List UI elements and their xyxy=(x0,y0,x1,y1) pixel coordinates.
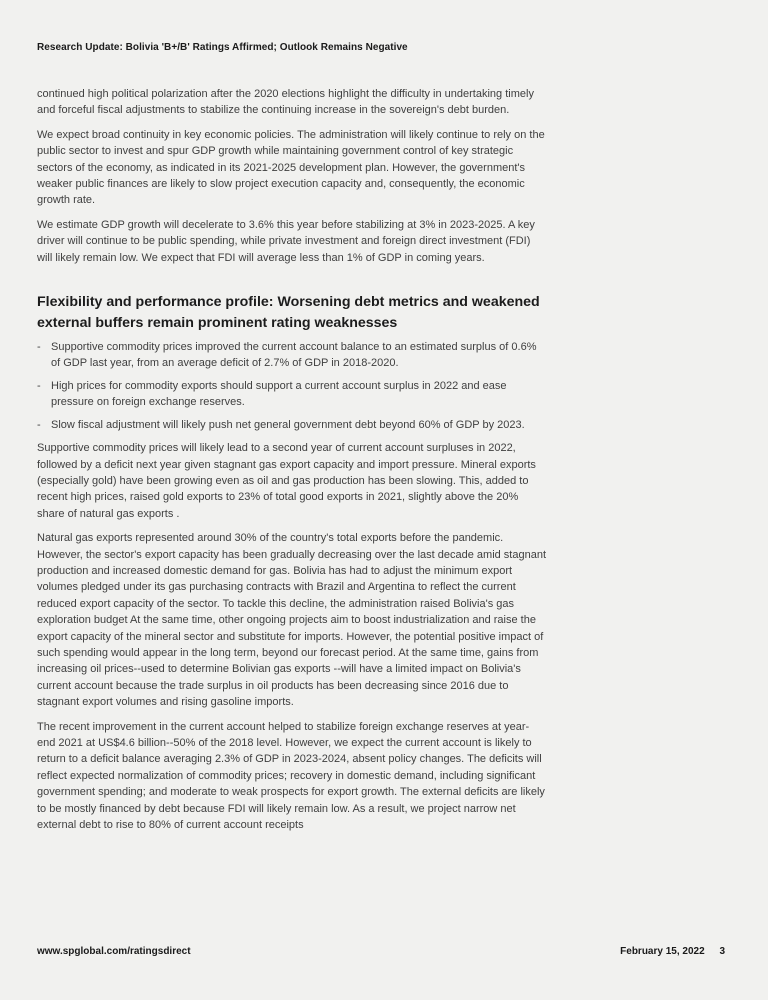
paragraph: We estimate GDP growth will decelerate to 3.6% this year before stabilizing at 3% in 2023-2025. A key driver will continue to be public spending, while private investment and foreign direct investment (FDI) will likely remain low. We expect that FDI will average less than 1% of GDP in coming years. xyxy=(37,218,535,264)
bullet-dash: - xyxy=(37,341,41,354)
bullet-text: Slow fiscal adjustment will likely push net general government debt beyond 60% of GDP by 2023. xyxy=(51,418,525,431)
bullet-dash: - xyxy=(37,418,41,431)
paragraph: We expect broad continuity in key economic policies. The administration will likely continue to rely on the public sector to invest and spur GDP growth while maintaining government control of key strategic sectors of the economy, as indicated in its 2021-2025 development plan. However, the government's weaker public finances are likely to slow project execution capacity and, consequently, the economic growth rate. xyxy=(37,128,545,207)
footer-url-link[interactable]: www.spglobal.com/ratingsdirect xyxy=(37,946,191,957)
paragraph: Natural gas exports represented around 30% of the country's total exports before the pandemic. However, the sector's export capacity has been gradually decreasing over the last decade amid stagnant production and increased domestic demand for gas. Bolivia has had to adjust the minimum export volumes pledged under its gas purchasing contracts with Brazil and Argentina to reflect the current reduced export capacity of the sector. To tackle this decline, the administration raised Bolivia's gas exploration budget At the same time, other ongoing projects aim to boost industrialization and raise the export capacity of the mineral sector and substitute for imports. However, the potential positive impact of such spending would appear in the long term, beyond our forecast period. At the same time, gains from increasing oil prices--used to determine Bolivian gas exports --will have a limited impact on Bolivia's current account because the trade surplus in oil products has been decreasing since 2016 due to stagnant export volumes and rising gasoline imports. xyxy=(37,532,547,709)
paragraph: continued high political polarization after the 2020 elections highlight the difficulty in undertaking timely and forceful fiscal adjustments to stabilize the continuing increase in the sovereign's debt burden. xyxy=(37,88,534,117)
bullet-item xyxy=(37,339,547,372)
footer-right xyxy=(620,946,725,957)
section-heading: Flexibility and performance profile: Worsening debt metrics and weakened external buffers remain prominent rating weaknesses xyxy=(37,294,540,332)
document-body xyxy=(37,86,547,841)
running-header: Research Update: Bolivia 'B+/B' Ratings Affirmed; Outlook Remains Negative xyxy=(37,42,408,53)
footer-date: February 15, 2022 xyxy=(620,946,705,957)
bullet-text: High prices for commodity exports should support a current account surplus in 2022 and ease pressure on foreign exchange reserves. xyxy=(51,379,507,409)
bullet-list xyxy=(37,339,547,433)
page-number: 3 xyxy=(719,946,725,957)
bullet-dash: - xyxy=(37,379,41,392)
bullet-item xyxy=(37,378,547,411)
bullet-text: Supportive commodity prices improved the current account balance to an estimated surplus of 0.6% of GDP last year, from an average deficit of 2.7% of GDP in 2018-2020. xyxy=(51,341,537,370)
paragraph: Supportive commodity prices will likely lead to a second year of current account surpluses in 2022, followed by a deficit next year given stagnant gas export capacity and import pressure. Mineral exports (especially gold) have been growing even as oil and gas production has been slowing. This, added to recent high prices, raised gold exports to 23% of total good exports in 2021, slightly above the 20% share of natural gas exports . xyxy=(37,442,536,520)
bullet-item xyxy=(37,417,547,433)
paragraph: The recent improvement in the current account helped to stabilize foreign exchange reserves at year-end 2021 at US$4.6 billion--50% of the 2018 level. However, we expect the current account is likely to return to a deficit balance averaging 2.3% of GDP in 2023-2024, absent policy changes. The deficits will reflect expected normalization of commodity prices; recovery in domestic demand, including significant government spending; and moderate to weak prospects for export growth. The external deficits are likely to be mostly financed by debt because FDI will likely remain low. As a result, we project narrow net external debt to rise to 80% of current account receipts xyxy=(37,720,545,832)
